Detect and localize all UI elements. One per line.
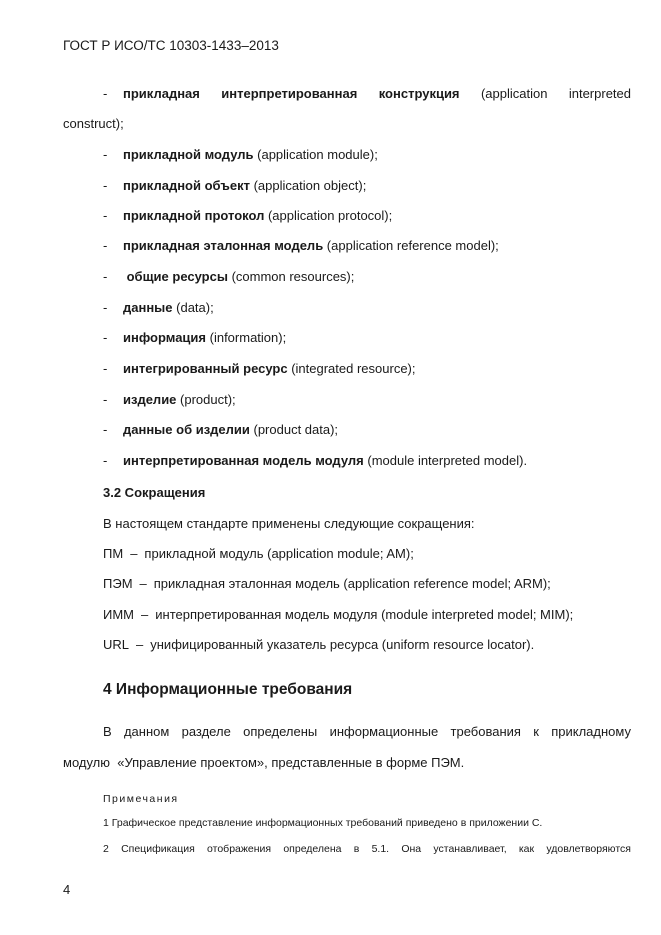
term-word: конструкция [378, 86, 460, 101]
section-heading-3-2: 3.2 Сокращения [103, 485, 206, 500]
abbreviation-description: прикладной модуль (application module; AM); [144, 546, 414, 561]
list-dash: - [103, 269, 108, 284]
list-dash: - [103, 453, 108, 468]
abbreviation-dash: – [141, 607, 149, 622]
term-word: интерпретированная [221, 86, 358, 101]
term-english: (application object); [249, 178, 367, 193]
term-en-word: interpreted [568, 86, 631, 101]
abbreviations-intro: В настоящем стандарте применены следующие сокращения: [103, 516, 475, 531]
term: интерпретированная модель модуля [123, 453, 364, 468]
word: Спецификация [121, 843, 195, 855]
word: информационные [329, 724, 439, 739]
word: определены [243, 724, 318, 739]
word: как [518, 843, 535, 855]
abbreviation-description: унифицированный указатель ресурса (uniform resource locator). [150, 637, 535, 652]
term: прикладной модуль [123, 147, 254, 162]
word: прикладному [551, 724, 631, 739]
term: прикладная эталонная модель [123, 238, 324, 253]
list-dash: - [103, 330, 108, 345]
note-1: 1 Графическое представление информационных требований приведено в приложении С. [103, 817, 543, 829]
term-english: (product data); [249, 422, 339, 437]
list-dash: - [103, 422, 108, 437]
term-en-word: (application [480, 86, 548, 101]
word: данном [123, 724, 170, 739]
list-item-continuation: construct); [63, 116, 124, 131]
list-dash: - [103, 392, 108, 407]
word: определена [283, 843, 342, 855]
list-dash: - [103, 178, 108, 193]
term-word: прикладная [123, 86, 200, 101]
abbreviation-dash: – [139, 576, 147, 591]
list-dash: - [103, 361, 108, 376]
term: общие ресурсы [123, 269, 228, 284]
word: в [353, 843, 360, 855]
abbreviation-row [103, 637, 534, 652]
term-english: (data); [172, 300, 214, 315]
section-heading-4: 4 Информационные требования [103, 681, 353, 698]
word: разделе [181, 724, 231, 739]
abbreviation: ИММ [103, 607, 135, 622]
abbreviation-row [103, 576, 551, 591]
document-header: ГОСТ Р ИСО/ТС 10303-1433–2013 [63, 38, 279, 53]
abbreviation-description: прикладная эталонная модель (application reference model; ARM); [153, 576, 551, 591]
word: устанавливает, [433, 843, 507, 855]
term: данные [123, 300, 173, 315]
term-english: (integrated resource); [287, 361, 416, 376]
abbreviation: ПМ [103, 546, 124, 561]
abbreviation-row [103, 546, 414, 561]
list-dash: - [103, 300, 108, 315]
abbreviation-dash: – [136, 637, 144, 652]
term: прикладной протокол [123, 208, 265, 223]
term-english: (application protocol); [264, 208, 393, 223]
term-english: (application reference model); [323, 238, 499, 253]
term-english: (information); [206, 330, 287, 345]
word: 2 [103, 843, 109, 855]
note-2 [103, 843, 631, 855]
term-english: (module interpreted model). [363, 453, 528, 468]
page-number: 4 [63, 882, 71, 897]
term-english: (application module); [253, 147, 378, 162]
term: прикладной объект [123, 178, 250, 193]
list-dash: - [103, 147, 108, 162]
term: интегрированный ресурс [123, 361, 288, 376]
word: В [103, 724, 112, 739]
paragraph-line-2: модулю «Управление проектом», представленные в форме ПЭМ. [63, 755, 465, 770]
abbreviation: ПЭМ [103, 576, 133, 591]
list-dash: - [103, 86, 108, 101]
word: 5.1. [371, 843, 390, 855]
term: информация [123, 330, 207, 345]
abbreviation-dash: – [130, 546, 138, 561]
abbreviation: URL [103, 637, 130, 652]
list-dash: - [103, 238, 108, 253]
term: данные об изделии [123, 422, 250, 437]
word: к [533, 724, 539, 739]
word: отображения [207, 843, 272, 855]
word: требования [450, 724, 521, 739]
term-english: (common resources); [227, 269, 355, 284]
term-english: (product); [176, 392, 236, 407]
list-item-first-line [123, 86, 631, 101]
word: удовлетворяются [546, 843, 631, 855]
list-dash: - [103, 208, 108, 223]
abbreviation-row [103, 607, 573, 622]
abbreviation-description: интерпретированная модель модуля (module interpreted model; MIM); [155, 607, 574, 622]
notes-title: Примечания [103, 793, 179, 805]
paragraph-line-1 [103, 724, 631, 739]
term: изделие [123, 392, 177, 407]
word: Она [401, 843, 422, 855]
